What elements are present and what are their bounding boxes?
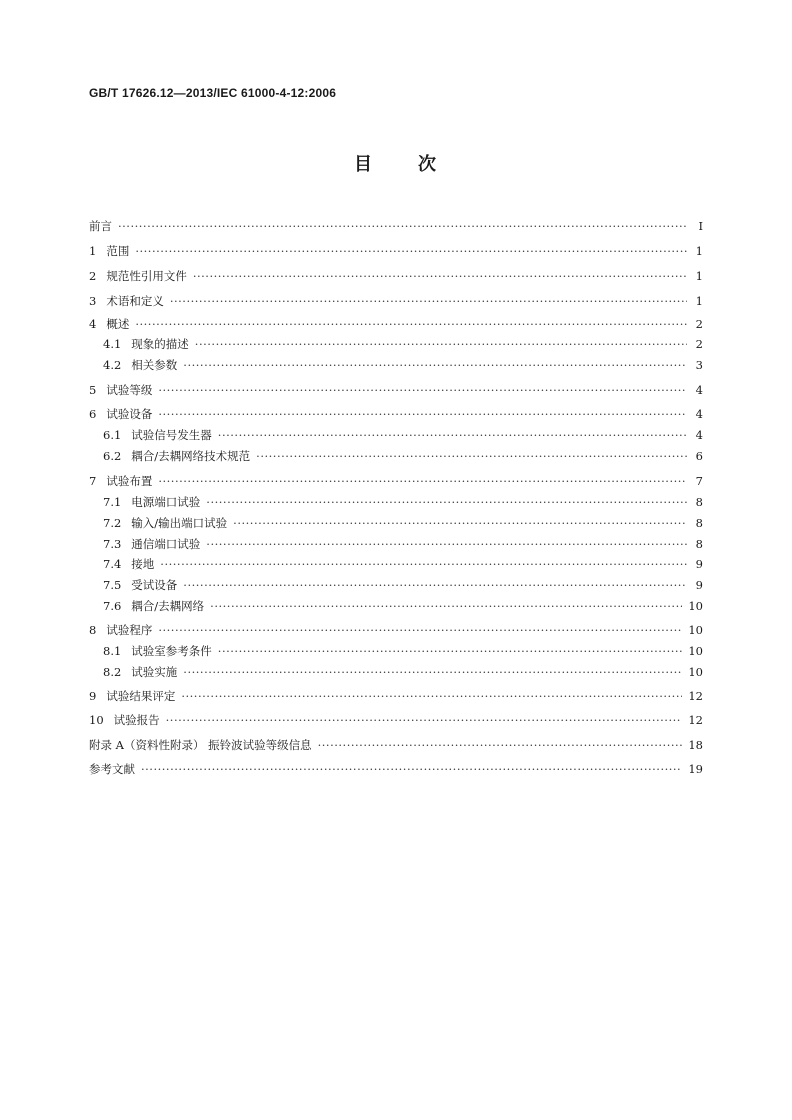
toc-entry-number: 10 bbox=[89, 713, 104, 727]
toc-entry-number: 7 bbox=[89, 474, 97, 488]
toc-dot-leader bbox=[118, 217, 687, 235]
toc-entry-page: 4 bbox=[695, 383, 703, 397]
toc-entry-number: 7.2 bbox=[103, 516, 122, 530]
toc-entry-title: 试验结果评定 bbox=[106, 689, 176, 703]
toc-entry-page: 12 bbox=[688, 689, 703, 703]
toc-entry-number: 8.1 bbox=[103, 644, 122, 658]
toc-entry-title: 相关参数 bbox=[131, 358, 178, 372]
toc-entry-title: 试验程序 bbox=[106, 623, 153, 637]
toc-dot-leader bbox=[233, 514, 687, 532]
toc-entry-page: 10 bbox=[688, 623, 703, 637]
toc-entry-number: 7.3 bbox=[103, 537, 122, 551]
toc-entry[interactable] bbox=[89, 687, 703, 705]
toc-entry-page: 12 bbox=[688, 713, 703, 727]
toc-entry-title: 耦合/去耦网络技术规范 bbox=[131, 449, 251, 463]
toc-entry[interactable] bbox=[89, 217, 703, 235]
toc-entry-title: 接地 bbox=[131, 557, 155, 571]
toc-dot-leader bbox=[158, 405, 687, 423]
toc-entry-title: 耦合/去耦网络 bbox=[131, 599, 205, 613]
toc-entry-title: 试验等级 bbox=[106, 383, 153, 397]
toc-entry-number: 4.2 bbox=[103, 358, 122, 372]
toc-dot-leader bbox=[318, 736, 683, 754]
toc-dot-leader bbox=[183, 356, 687, 374]
toc-entry[interactable] bbox=[103, 663, 703, 681]
toc-entry[interactable] bbox=[103, 576, 703, 594]
toc-dot-leader bbox=[206, 535, 687, 553]
toc-entry-title: 规范性引用文件 bbox=[106, 269, 187, 283]
toc-entry-title: 试验室参考条件 bbox=[131, 644, 212, 658]
toc-dot-leader bbox=[195, 335, 687, 353]
toc-dot-leader bbox=[160, 555, 687, 573]
toc-entry-page: 19 bbox=[688, 762, 703, 776]
toc-entry[interactable] bbox=[89, 292, 703, 310]
toc-dot-leader bbox=[193, 267, 687, 285]
toc-entry-title: 现象的描述 bbox=[131, 337, 189, 351]
toc-dot-leader bbox=[218, 426, 687, 444]
toc-entry[interactable] bbox=[89, 621, 703, 639]
toc-entry-title: 通信端口试验 bbox=[131, 537, 201, 551]
toc-entry[interactable] bbox=[89, 711, 703, 729]
toc-dot-leader bbox=[141, 760, 682, 778]
toc-dot-leader bbox=[218, 642, 683, 660]
toc-entry-number: 2 bbox=[89, 269, 97, 283]
toc-entry[interactable] bbox=[103, 642, 703, 660]
toc-entry-title: 试验设备 bbox=[106, 407, 153, 421]
toc-entry-page: 2 bbox=[695, 337, 703, 351]
toc-entry-title: 概述 bbox=[106, 317, 130, 331]
toc-entry-title: 试验信号发生器 bbox=[131, 428, 212, 442]
toc-dot-leader bbox=[206, 493, 687, 511]
toc-entry[interactable] bbox=[89, 242, 703, 260]
toc-dot-leader bbox=[135, 315, 687, 333]
toc-entry[interactable] bbox=[89, 381, 703, 399]
toc-entry-title: 试验实施 bbox=[131, 665, 178, 679]
toc-entry[interactable] bbox=[89, 267, 703, 285]
toc-entry-page: 8 bbox=[695, 516, 703, 530]
toc-entry-title: 电源端口试验 bbox=[131, 495, 201, 509]
toc-dot-leader bbox=[158, 381, 687, 399]
toc-entry[interactable] bbox=[103, 555, 703, 573]
toc-entry-number: 4 bbox=[89, 317, 97, 331]
toc-entry[interactable] bbox=[89, 472, 703, 490]
toc-entry-number: 6.1 bbox=[103, 428, 122, 442]
toc-entry-title: 范围 bbox=[106, 244, 130, 258]
toc-entry-number: 8 bbox=[89, 623, 97, 637]
title-char-1: 目 bbox=[354, 154, 374, 175]
title-char-2: 次 bbox=[418, 154, 438, 175]
toc-entry[interactable] bbox=[89, 405, 703, 423]
toc-entry-page: 10 bbox=[688, 644, 703, 658]
toc-dot-leader bbox=[158, 472, 687, 490]
toc-entry[interactable] bbox=[103, 493, 703, 511]
page-title bbox=[0, 150, 792, 176]
toc-entry-title: 试验报告 bbox=[113, 713, 160, 727]
toc-entry-page: 8 bbox=[695, 537, 703, 551]
toc-entry-page: 2 bbox=[695, 317, 703, 331]
toc-entry[interactable] bbox=[103, 535, 703, 553]
toc-entry-title: 试验布置 bbox=[106, 474, 153, 488]
toc-entry-page: 9 bbox=[695, 557, 703, 571]
toc-entry-page: 1 bbox=[695, 244, 703, 258]
toc-entry[interactable] bbox=[103, 447, 703, 465]
toc-entry-number: 9 bbox=[89, 689, 97, 703]
toc-entry-page: 3 bbox=[695, 358, 703, 372]
toc-entry[interactable] bbox=[89, 315, 703, 333]
toc-entry[interactable] bbox=[103, 356, 703, 374]
toc-entry-number: 6 bbox=[89, 407, 97, 421]
toc-entry[interactable] bbox=[89, 736, 703, 754]
toc-dot-leader bbox=[181, 687, 682, 705]
toc-dot-leader bbox=[166, 711, 683, 729]
toc-entry[interactable] bbox=[103, 335, 703, 353]
toc-entry-number: 3 bbox=[89, 294, 97, 308]
toc-entry-title: 术语和定义 bbox=[106, 294, 164, 308]
toc-entry-page: 10 bbox=[688, 599, 703, 613]
toc-entry-title: 输入/输出端口试验 bbox=[131, 516, 228, 530]
toc-dot-leader bbox=[158, 621, 682, 639]
toc-entry-page: 9 bbox=[695, 578, 703, 592]
toc-entry-number: 7.1 bbox=[103, 495, 122, 509]
toc-dot-leader bbox=[183, 576, 687, 594]
toc-entry-number: 4.1 bbox=[103, 337, 122, 351]
toc-entry-page: Ⅰ bbox=[698, 219, 703, 233]
toc-entry-title: 受试设备 bbox=[131, 578, 178, 592]
toc-entry-number: 8.2 bbox=[103, 665, 122, 679]
toc-entry-number: 7.6 bbox=[103, 599, 122, 613]
toc-entry-number: 1 bbox=[89, 244, 97, 258]
toc-entry-title: 附录 A（资料性附录） 振铃波试验等级信息 bbox=[89, 738, 312, 752]
toc-dot-leader bbox=[183, 663, 682, 681]
toc-entry[interactable] bbox=[103, 597, 703, 615]
toc-entry-page: 10 bbox=[688, 665, 703, 679]
toc-entry-page: 18 bbox=[688, 738, 703, 752]
toc-entry-page: 8 bbox=[695, 495, 703, 509]
standard-number: GB/T 17626.12—2013/IEC 61000-4-12:2006 bbox=[89, 86, 337, 100]
toc-entry-page: 1 bbox=[695, 269, 703, 283]
toc-entry-number: 5 bbox=[89, 383, 97, 397]
toc-entry-title: 参考文献 bbox=[89, 762, 135, 776]
toc-entry-page: 1 bbox=[695, 294, 703, 308]
toc-entry-page: 4 bbox=[695, 407, 703, 421]
toc-dot-leader bbox=[170, 292, 687, 310]
toc-entry[interactable] bbox=[89, 760, 703, 778]
toc-entry[interactable] bbox=[103, 514, 703, 532]
toc-dot-leader bbox=[210, 597, 682, 615]
toc-dot-leader bbox=[256, 447, 687, 465]
toc-dot-leader bbox=[135, 242, 687, 260]
toc-entry-page: 7 bbox=[695, 474, 703, 488]
toc-entry-page: 6 bbox=[695, 449, 703, 463]
toc-entry-number: 7.4 bbox=[103, 557, 122, 571]
toc-entry-number: 6.2 bbox=[103, 449, 122, 463]
toc-entry-title: 前言 bbox=[89, 219, 112, 233]
toc-entry-number: 7.5 bbox=[103, 578, 122, 592]
toc-entry[interactable] bbox=[103, 426, 703, 444]
toc-entry-page: 4 bbox=[695, 428, 703, 442]
